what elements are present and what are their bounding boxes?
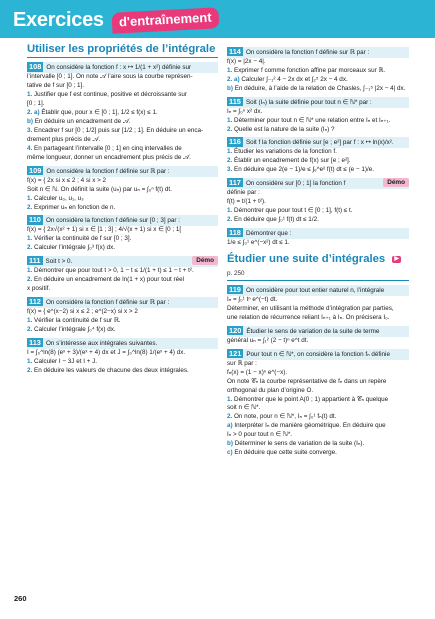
exercise-114 — [227, 47, 409, 94]
exercise-text: On considère la fonction f : x ↦ 1/(1 + x²) définie sur — [46, 64, 192, 72]
exercise-line: l’intervalle [0 ; 1]. On note 𝒜 l’aire sous la courbe représen- — [27, 73, 193, 81]
exercise-number: 111 — [29, 256, 41, 266]
exercise-line: sur ℝ par : — [227, 359, 257, 367]
question-marker: c) — [227, 449, 233, 457]
exercise-line: 2. Quelle est la nature de la suite (Iₙ) ? — [227, 125, 335, 133]
exercise-line: fₙ(x) = (1 − x)ⁿ e^(−x). — [227, 368, 288, 376]
exercise-line: c) En déduire que cette suite converge. — [227, 449, 337, 457]
exercise-text: Étudier le sens de variation de la suite de terme — [246, 327, 380, 335]
question-marker: 1. — [27, 91, 35, 99]
exercise-number: 112 — [29, 296, 41, 306]
exercise-text: On considère pour tout entier naturel n, l’intégrale — [245, 287, 385, 295]
section-underline — [27, 57, 218, 59]
exercise-115 — [227, 97, 409, 135]
exercise-number: 113 — [29, 337, 41, 347]
exercise-line: 1. Justifier que f est continue, positive et décroissante sur — [27, 91, 187, 99]
exercise-line: b) Déterminer le sens de variation de la suite (Iₙ). — [227, 440, 365, 448]
exercise-line: f(t) = t/(1 + t²). — [227, 198, 266, 206]
exercise-text: On considère la fonction f définie sur ℝ par : — [45, 298, 170, 306]
exercise-line: 2. a) Établir que, pour x ∈ [0 ; 1], 1/2 ≤ f(x) ≤ 1. — [27, 109, 158, 117]
exercise-120 — [227, 326, 409, 346]
exercise-number: 110 — [29, 215, 41, 225]
exercise-text: On considère la fonction f définie sur ℝ par : — [245, 49, 370, 56]
exercise-line: b) En déduire, à l’aide de la relation de Chasles, ∫₋₁⁵ |2x − 4| dx. — [227, 84, 406, 92]
exercise-statement — [227, 228, 409, 239]
question-marker: 1. — [227, 395, 235, 403]
exercise-109 — [27, 166, 218, 213]
exercise-number: 114 — [229, 47, 241, 56]
page-number: 260 — [14, 594, 27, 603]
question-marker: 3. — [227, 166, 235, 174]
question-marker: 2. — [27, 244, 35, 252]
exercise-statement — [27, 297, 218, 308]
exercise-line: 1. Calculer I − 3J et I + J. — [27, 357, 98, 365]
demo-badge: Démo — [383, 178, 409, 187]
exercise-statement — [27, 338, 218, 349]
exercise-line: 2. En déduire que ∫₀¹ f(t) dt ≤ 1/2. — [227, 215, 319, 223]
exercise-line: 2. Calculer l’intégrale ∫₀⁴ f(x) dx. — [27, 325, 116, 333]
exercise-number: 120 — [229, 325, 242, 335]
exercise-line: soit n ∈ ℕ*. — [227, 404, 261, 412]
question-marker: 2. — [27, 366, 35, 374]
exercise-text: Soit (Iₙ) la suite définie pour tout n ∈ ℕ* par : — [245, 98, 372, 106]
exercise-line: 2. En déduire les valeurs de chacune des deux intégrales. — [27, 366, 189, 374]
exercise-statement — [227, 97, 409, 108]
exercise-line: f(x) = { e^(x−2) si x ≤ 2 ; e^(2−x) si x > 2 — [27, 307, 138, 315]
exercise-line: [0 ; 1]. — [27, 100, 45, 108]
question-marker: 1. — [27, 357, 35, 365]
exercise-statement — [27, 166, 218, 177]
exercise-line: une relation de récurrence reliant Iₙ₊₁ à Iₙ. On précisera I₀. — [227, 314, 390, 322]
exercise-118 — [227, 228, 409, 248]
exercise-line: 3. Encadrer f sur [0 ; 1/2] puis sur [1/2 ; 1]. En déduire un enca- — [27, 127, 204, 135]
exercise-line: f(x) = |2x − 4|. — [227, 57, 266, 65]
question-marker: 2. — [227, 215, 235, 223]
question-marker: 2. — [27, 325, 35, 333]
exercise-line: f(x) = { 2x si x ≤ 2 ; 4 si x > 2 — [27, 176, 107, 184]
exercise-line: On note 𝒞ₙ la courbe représentative de fₙ dans un repère — [227, 377, 387, 385]
question-marker: 3. — [27, 127, 35, 135]
exercise-line: 2. Exprimer uₙ en fonction de n. — [27, 203, 116, 211]
exercise-line: drement plus précis de 𝒜. — [27, 135, 101, 143]
exercise-112 — [27, 297, 218, 335]
exercise-statement — [27, 62, 218, 73]
exercise-statement — [227, 137, 409, 148]
exercise-line: Déterminer, en utilisant la méthode d’intégration par parties, — [227, 305, 394, 313]
exercise-statement — [27, 256, 218, 267]
right-section-title — [227, 253, 409, 279]
exercise-text: On considère la fonction f définie sur [0 ; 3] par : — [45, 217, 180, 225]
exercise-number: 119 — [229, 285, 241, 295]
exercise-line: 1. Calculer u₀, u₁, u₃ — [27, 194, 84, 202]
video-icon[interactable]: ▶ — [394, 255, 399, 262]
section-underline-right — [227, 280, 409, 282]
question-marker: 2. a) — [227, 75, 240, 83]
question-marker: a) — [227, 422, 233, 430]
exercise-line: Iₙ = ∫₀ⁿ x² dx. — [227, 107, 263, 115]
exercise-line: 1. Étudier les variations de la fonction f. — [227, 148, 337, 156]
exercise-113 — [27, 338, 218, 376]
exercise-line: 2. Établir un encadrement de f(x) sur [e ; e²]. — [227, 157, 351, 165]
exercise-line: Iₙ = ∫₀¹ tⁿ e^(−t) dt. — [227, 296, 278, 304]
exercise-line: 1. Vérifier la continuité de f sur [0 ; 3]. — [27, 235, 132, 243]
exercise-statement — [27, 215, 218, 226]
question-marker: 2. — [27, 276, 35, 284]
exercise-number: 109 — [29, 165, 42, 175]
question-marker: 2. — [27, 203, 35, 211]
exercise-110 — [27, 215, 218, 253]
exercise-line: 2. En déduire un encadrement de ln(1 + x) pour tout réel — [27, 276, 185, 284]
exercise-text: Soit t > 0. — [45, 258, 73, 266]
question-marker: 1. — [227, 148, 235, 156]
exercise-line: 1. Déterminer pour tout n ∈ ℕ* une relation entre Iₙ et Iₙ₊₁. — [227, 116, 391, 124]
demo-badge: Démo — [192, 256, 218, 265]
question-marker: 2. — [227, 157, 235, 165]
exercise-line: 1/e ≤ ∫₀¹ e^(−x²) dt ≤ 1. — [227, 238, 290, 246]
right-exercises-top — [227, 47, 409, 248]
exercise-text: On s’intéresse aux intégrales suivantes. — [45, 339, 158, 347]
exercise-line: 1. Démontrer que pour tout t > 0, 1 − t ≤ 1/(1 + t) ≤ 1 − t + t². — [27, 267, 194, 275]
exercise-line: 1. Démontrer que le point A(0 ; 1) appartient à 𝒞ₙ quelque — [227, 395, 389, 403]
exercise-line: 2. Calculer l’intégrale ∫₀³ f(x) dx. — [27, 244, 115, 252]
exercise-121 — [227, 349, 409, 458]
question-marker: b) — [227, 84, 233, 92]
left-exercises — [27, 62, 218, 375]
question-marker: 2. a) — [27, 109, 40, 117]
exercise-text: On considère la fonction f définie sur ℝ par : — [46, 167, 170, 175]
exercise-line: 2. On note, pour n ∈ ℕ*, Iₙ = ∫₀¹ fₙ(t) dt. — [227, 413, 337, 421]
exercise-line: général uₙ = ∫₁² (2 − t)ⁿ e^t dt. — [227, 336, 309, 344]
exercise-statement — [227, 285, 409, 296]
exercise-line: a) Interpréter Iₙ de manière géométrique. En déduire que — [227, 422, 386, 430]
exercise-statement — [227, 47, 409, 58]
exercise-number: 121 — [229, 348, 242, 358]
exercise-text: On considère sur [0 ; 1] la fonction f — [245, 180, 346, 188]
exercise-number: 116 — [229, 137, 241, 147]
exercise-line: Soit n ∈ ℕ. On définit la suite (uₙ) par uₙ = ∫₀ⁿ f(t) dt. — [27, 185, 172, 193]
exercise-number: 118 — [229, 227, 241, 237]
exercise-line: 1. Démontrer que pour tout t ∈ [0 ; 1], f(t) ≤ t. — [227, 207, 353, 214]
exercise-number: 115 — [229, 96, 241, 106]
header-title: Exercices — [13, 9, 104, 31]
right-column — [227, 38, 409, 461]
exercise-line: f(x) = { 2x√(x² + 1) si x ∈ [1 ; 3] ; 4/√(x + 1) si x ∈ [0 ; 1[ — [27, 226, 182, 234]
exercise-line: orthogonal du plan d’origine O. — [227, 386, 314, 394]
exercise-line: 2. a) Calculer ∫₋₁² 4 − 2x dx et ∫₂⁵ 2x − 4 dx. — [227, 75, 348, 83]
question-marker: b) — [227, 440, 233, 448]
exercise-line: même longueur, donner un encadrement plus précis de 𝒜. — [27, 153, 191, 161]
exercise-line: tative de f sur [0 ; 1]. — [27, 82, 85, 90]
exercise-statement — [227, 178, 409, 189]
section-page-ref: p. 250 — [227, 269, 245, 277]
exercise-111 — [27, 256, 218, 294]
exercise-line: x positif. — [27, 285, 51, 293]
right-section-title-text: Étudier une suite d’intégrales — [227, 252, 386, 265]
question-marker: 1. — [227, 116, 235, 124]
question-marker: 1. — [227, 66, 235, 74]
exercise-116 — [227, 137, 409, 175]
exercise-117 — [227, 178, 409, 225]
exercise-line: I = ∫₀^ln(8) (eˣ + 3)/(eˣ + 4) dx et J = ∫₀^ln(8) 1/(eˣ + 4) dx. — [27, 348, 186, 356]
question-marker: 1. — [27, 267, 35, 275]
exercise-number: 117 — [229, 178, 241, 188]
right-exercises-bottom — [227, 285, 409, 458]
question-marker: b) — [27, 118, 33, 126]
exercise-119 — [227, 285, 409, 323]
question-marker: 2. — [227, 125, 235, 133]
header-badge: d'entraînement — [112, 7, 220, 34]
left-section-title: Utiliser les propriétés de l’intégrale — [27, 43, 216, 55]
exercise-text: Soit f la fonction définie sur [e ; e²] par f : x ↦ ln(x)/x². — [245, 139, 394, 147]
question-marker: 1. — [27, 316, 35, 324]
question-marker: 1. — [27, 235, 35, 243]
question-marker: 1. — [27, 194, 35, 202]
exercise-number: 108 — [29, 62, 42, 72]
left-column — [27, 38, 218, 378]
exercise-line: 3. En déduire que 2(e − 1)/e ≤ ∫ₑ^e² f(t) dt ≤ (e − 1)/e. — [227, 166, 374, 174]
question-marker: 4. — [27, 144, 35, 152]
question-marker: 1. — [227, 207, 235, 214]
exercise-statement — [227, 326, 409, 337]
exercise-text: Pour tout n ∈ ℕ*, on considère la fonction fₙ définie — [246, 350, 390, 358]
exercise-108 — [27, 62, 218, 162]
exercise-line: 1. Vérifier la continuité de f sur ℝ. — [27, 316, 121, 324]
exercise-statement — [227, 349, 409, 360]
question-marker: 2. — [227, 413, 235, 421]
exercise-text: Démontrer que : — [245, 229, 292, 237]
exercise-line: 1. Exprimer f comme fonction affine par morceaux sur ℝ. — [227, 66, 386, 74]
exercise-line: Iₙ > 0 pour tout n ∈ ℕ*. — [227, 431, 293, 439]
page-header — [0, 0, 435, 38]
exercise-line: définie par : — [227, 189, 260, 197]
exercise-line: 4. En partageant l’intervalle [0 ; 1] en cinq intervalles de — [27, 144, 182, 152]
exercise-line: b) En déduire un encadrement de 𝒜. — [27, 118, 131, 126]
